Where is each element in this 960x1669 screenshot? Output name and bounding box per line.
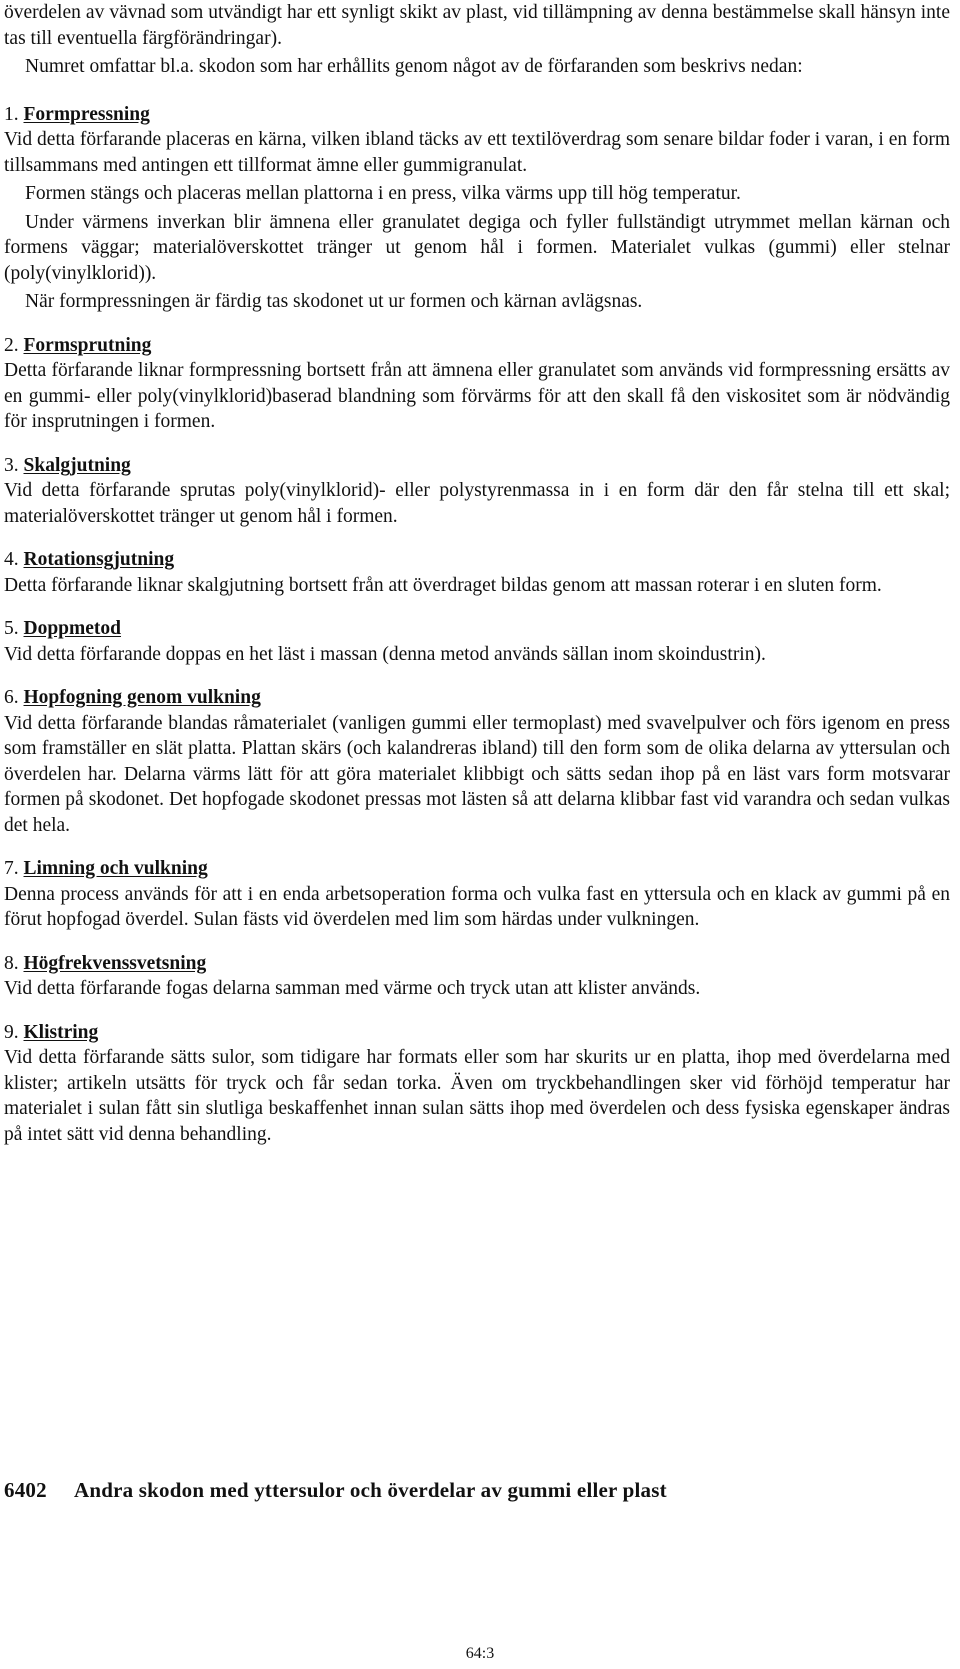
section-title: Doppmetod <box>23 618 122 639</box>
page-number: 64:3 <box>465 1645 495 1662</box>
section-2 <box>4 333 950 435</box>
section-title: Formsprutning <box>23 334 152 356</box>
section-title: Limning och vulkning <box>23 858 208 879</box>
section-8 <box>4 951 950 1002</box>
section-paragraph: Vid detta förfarande sprutas poly(vinylklorid)- eller polystyrenmassa in i en form där den får stelna till ett skal; materialöverskottet tränger ut genom hål i formen. <box>4 480 950 527</box>
section-heading <box>4 616 950 642</box>
section-heading <box>4 1020 950 1046</box>
section-paragraph: Vid detta förfarande doppas en het läst i massan (denna metod används sällan inom skoindustrin). <box>4 643 766 665</box>
section-7 <box>4 856 950 933</box>
section-paragraph: Vid detta förfarande sätts sulor, som tidigare har formats eller som har skurits ur en platta, ihop med överdelarna med klister; artikeln utsätts för tryck och får sedan torka. Även om tryckbehandlingen sker vid förhöjd temperatur har materialet i sulan fått sin slutliga beskaffenhet innan sulan sätts ihop med överdelen och dess fysiska egenskaper ändras på intet sätt vid denna behandling. <box>4 1047 950 1145</box>
heading-title: Andra skodon med yttersulor och överdelar av gummi eller plast <box>74 1478 667 1502</box>
section-heading <box>4 102 950 128</box>
section-paragraph: När formpressningen är färdig tas skodonet ut ur formen och kärnan avlägsnas. <box>25 291 643 312</box>
section-heading <box>4 453 950 479</box>
section-4 <box>4 547 950 598</box>
section-heading <box>4 951 950 977</box>
section-number: 3. <box>4 454 24 476</box>
intro-paragraph-1: överdelen av vävnad som utvändigt har ett synligt skikt av plast, vid tillämpning av denna bestämmelse skall hänsyn inte tas till eventuella färgförändringar). <box>4 2 950 49</box>
document-body <box>4 0 950 1147</box>
section-number: 8. <box>4 952 24 974</box>
section-number: 2. <box>4 334 24 356</box>
section-heading <box>4 856 950 882</box>
section-title: Hopfogning genom vulkning <box>23 687 261 708</box>
section-title: Klistring <box>23 1021 99 1043</box>
intro-paragraph-2: Numret omfattar bl.a. skodon som har erhållits genom något av de förfaranden som beskrivs nedan: <box>25 56 803 77</box>
section-9 <box>4 1020 950 1148</box>
section-number: 7. <box>4 858 24 879</box>
section-number: 6. <box>4 687 24 708</box>
section-heading <box>4 685 950 711</box>
section-6 <box>4 685 950 838</box>
section-paragraph: Detta förfarande liknar skalgjutning bortsett från att överdraget bildas genom att massan roterar i en sluten form. <box>4 574 882 596</box>
heading-code: 6402 <box>4 1478 47 1502</box>
section-number: 5. <box>4 618 24 639</box>
section-paragraph: Vid detta förfarande fogas delarna samman med värme och tryck utan att klister används. <box>4 978 701 999</box>
section-3 <box>4 453 950 530</box>
section-1 <box>4 102 950 315</box>
section-paragraph: Under värmens inverkan blir ämnena eller granulatet degiga och fyller fullständigt utrymmet mellan kärnan och formens väggar; materialöverskottet tränger ut genom hål i formen. Materialet vulkas (gummi) eller stelnar (poly(vinylklorid)). <box>4 211 950 284</box>
section-5 <box>4 616 950 667</box>
section-paragraph: Denna process används för att i en enda arbetsoperation forma och vulka fast en yttersula och en klack av gummi på en förut hopfogad överdel. Sulan fästs vid överdelen med lim som härdas under vulkningen. <box>4 883 950 930</box>
section-number: 4. <box>4 549 24 570</box>
section-heading <box>4 333 950 359</box>
section-title: Formpressning <box>23 103 150 125</box>
section-number: 9. <box>4 1021 24 1043</box>
section-title: Högfrekvenssvetsning <box>23 952 207 974</box>
section-title: Skalgjutning <box>23 454 131 476</box>
section-paragraph: Vid detta förfarande placeras en kärna, vilken ibland täcks av ett textilöverdrag som senare bildar foder i varan, i en form tillsammans med antingen ett tillformat ämne eller gummigranulat. <box>4 129 950 176</box>
section-heading <box>4 547 950 573</box>
section-title: Rotationsgjutning <box>23 549 175 570</box>
heading-6402 <box>4 1478 667 1503</box>
section-paragraph: Vid detta förfarande blandas råmaterialet (vanligen gummi eller termoplast) med svavelpulver och förs igenom en press som framställer en slät platta. Plattan skärs (och kalandreras ibland) till den form som de olika delarna av yttersulan och överdelen har. Delarna värms lätt för att göra materialet klibbigt och sätts sedan ihop på en läst vars form motsvarar formen på skodonet. Det hopfogade skodonet pressas mot lästen så att delarna klibbar fast vid varandra och sedan vulkas det hela. <box>4 712 950 836</box>
section-number: 1. <box>4 103 24 125</box>
section-paragraph: Detta förfarande liknar formpressning bortsett från att ämnena eller granulatet som används vid formpressning ersätts av en gummi- eller poly(vinylklorid)baserad blandning som förvärms för att den skall få den viskositet som är nödvändig för insprutningen i formen. <box>4 360 950 432</box>
section-paragraph: Formen stängs och placeras mellan plattorna i en press, vilka värms upp till hög temperatur. <box>25 183 741 204</box>
